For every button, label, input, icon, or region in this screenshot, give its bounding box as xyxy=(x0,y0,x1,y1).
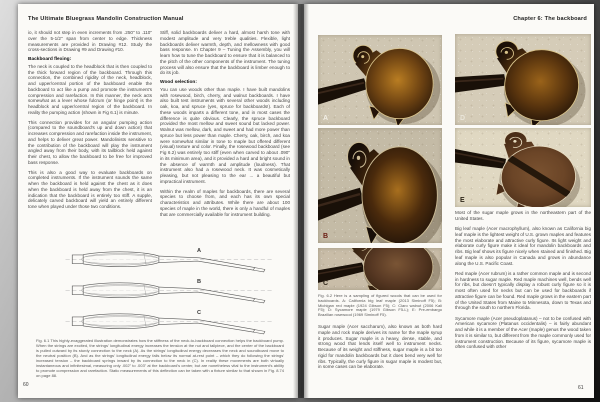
paragraph-thickness: io, it should not step in even increments from .250" to .110" over the 5-1/2" span from center to edge. Thickness measurements are provided in Drawing #12. Study the cross-sections in Drawing #9 and Drawing #10. xyxy=(28,30,152,53)
paragraph-red-maple: Red maple (Acer rubrum) is a rather common maple and is second in hardness to sugar maple. Red maple machines well, bends well for ribs, but doesn't typically display a robust curly figure so it is most often used for necks but can be used for backboards if attractive figure can be found. Red maple grows in the eastern part of the United States from Maine to Minnesota, down to Texas and through the south to northern Florida. xyxy=(455,270,591,311)
right-page-left-column xyxy=(318,324,442,375)
paragraph-neck-coupling: The neck is coupled to the headblock that is then coupled to the thick forward region of the backboard. Through this connection, the combined rigidity of the neck, headblock, and upper/central portion of the backboard enable the backboard to act like a pump and promote the instrument's compression and rarefaction. In this manner, the neck acts somewhat as a lever whose fulcrum (or hinge point) is the headblock and upper/central region of the backboard. In reality the pumping action (shown in Fig 6.1) is minute. xyxy=(28,63,152,115)
photo-label-e: E xyxy=(460,197,465,204)
cross-section-drawing-c-art xyxy=(63,309,275,335)
photo-red-maple-back xyxy=(318,128,442,243)
right-page-right-column xyxy=(455,210,591,355)
page-gutter-shadow xyxy=(293,4,309,398)
figure-6-2-caption: Fig. 6.2 Here is a sampling of figured woods that can be used for backboards. A: California big leaf maple (2013 Siminoff F5); B: Michigan red maple (1924 Gibson F5); C: Claro walnut (2006 Kali F5); D: Sycamore maple (1979 Gibson F5-L); E: Pre-embargo Brazilian rosewood (1969 Siminoff F5). xyxy=(318,293,442,318)
figure-6-1-caption: Fig. 6.1 This highly-exaggerated illustration demonstrates how the stiffness of the neck-to-backboard connection helps the backboard pump. When the strings are excited, the strings' longitudinal energy increases the tension at the nut and tailpiece, and the center of the backboard is pulled outward by its sturdy connection to the neck (A). As the strings' longitudinal energy decreases the neck and soundboard move to the neutral position (B). And as the strings' longitudinal energy falls below its normal at-rest point – which they do following the strings' increased tension – the backboard springs inward by its connection to the neck in (C). In reality these movements are both virtually instantaneous and infinitesimal, measuring only .002" to .003" at the backboard's center, but are nonetheless vital to the instrument's ability to promote compression and rarefaction. Static measurements of this deflection can be taken with a fixture similar to that shown in Fig. 8.74 on page 88. xyxy=(36,338,284,378)
mandolin-back-photo-d xyxy=(455,34,591,125)
right-page xyxy=(304,4,594,398)
mandolin-back-photo-c xyxy=(318,248,442,290)
left-column-1 xyxy=(28,30,152,221)
paragraph-other-woods: You can use woods other than maple. I have built mandolins with rosewood, birch, cherry, and walnut backboards. I have also built test instruments with several other woods including oak, koa, and spruce (yes, spruce for backboards!). Each of these woods imparts a different tone, and in most cases the difference is quite obvious. Clearly, the spruce backboard provided the most mellow and sweet sound but lacked power. Walnut was mellow, dark, and sweet and had more power than spruce but less power than maple. Cherry, oak, birch, and koa were somewhat similar in tone to maple but offered different (visual) texture and color. Finally, the rosewood backboard (see Fig 6.2) was entirely too stiff (even when carved to about .090" in its minimum area), and it provided a hard and bright sound in the absence of warmth and amplitude (loudness). That instrument also had a rosewood neck. It was cosmetically pleasing, but not pleasing to the ear ... a beautiful but impractical instrument. xyxy=(160,86,290,184)
cross-section-drawing-a-art xyxy=(63,247,275,273)
photo-brazilian-rosewood-back xyxy=(455,128,591,207)
heading-backboard-flexing: Backboard flexing: xyxy=(28,57,72,62)
paragraph-angular-pumping: This connection provides for an angular pumping action (compared to the soundboard's up and down action) that increases compression and rarefaction inside the instrument, and helps to deliver great power. Mandolinists sensitive to the contribution of the backboard will play the instrument angled away from their body, with its tailblock held against their chest, to allow the backboard to be free for improved bass response. xyxy=(28,119,152,165)
photo-label-c: C xyxy=(323,280,329,287)
photo-sycamore-maple-back xyxy=(455,34,591,125)
photo-claro-walnut-back xyxy=(318,248,442,290)
drawing-label-c: C xyxy=(197,310,202,316)
mandolin-back-photo-b xyxy=(318,128,442,243)
paragraph-evaluate-backboards: This is also a good way to evaluate backboards on completed instruments. If the instrument sounds the same when the backboard is held against the chest as it does when the backboard is held away from the chest, it is an indication that the backboard is entirely too stiff. A supple, delicately carved backboard will yield an entirely different tone when played under those two conditions. xyxy=(28,169,152,209)
cross-section-drawing-b xyxy=(63,278,275,304)
paragraph-stiff-backboards: Stiff, solid backboards deliver a hard, almost harsh tone with modest amplitude and very treble qualities. Flexible, light backboards deliver warmth, depth, and mellowness with good bass response. In Chapter 9 – Tuning the Assembly, you will learn how to tune the backboard to ensure that it is balanced to the pitch of the other components of the instrument. The tuning process will also ensure that the backboard is limber enough to do its job. xyxy=(160,30,290,76)
photo-label-d: D xyxy=(460,115,466,122)
drawing-label-b: B xyxy=(197,279,202,285)
left-running-header: The Ultimate Bluegrass Mandolin Construction Manual xyxy=(28,16,184,22)
heading-wood-selection: Wood selection: xyxy=(160,80,197,85)
photo-big-leaf-maple-back xyxy=(318,35,442,125)
cross-section-drawing-b-art xyxy=(63,278,275,304)
paragraph-big-leaf-maple: Big leaf maple (Acer macrophyllum), also known as California big leaf maple is the lightest weight of U.S. grown maples and features the most elaborate and attractive curly figure. Its light weight and elaborate curly figure make it ideal for mandolin backboards and ribs. Big leaf shows its figure nicely when stained and finished. Big leaf maple is also popular in Canada and grows in abundance along the U.S. Pacific Coast. xyxy=(455,226,591,266)
photo-label-b: B xyxy=(323,233,329,240)
left-page xyxy=(18,4,298,398)
left-page-columns xyxy=(28,30,290,221)
paragraph-sycamore-maple: Sycamore maple (Acer pseudoplatanus) – not to be confused with American sycamore (Platanus occidentalis) – is fairly abundant and while it is a member of the Acer (maple) genus the wood taken from it is similar to, but different from the maple commonly used for instrument construction. Because of its figure, sycamore maple is often confused with other xyxy=(455,315,591,350)
cross-section-drawing-c xyxy=(63,309,275,335)
page-number-60: 60 xyxy=(23,382,29,388)
left-column-2 xyxy=(160,30,290,221)
mandolin-back-photo-a xyxy=(318,35,442,125)
paragraph-sugar-maple: Sugar maple (Acer saccharum), also known as both hard maple and rock maple derives its name for the maple syrup it produces. Sugar maple is a heavy, dense, stable, and strong wood that lends itself well to instrument necks. Because of its weight and stiffness, sugar maple is a bit too rigid for mandolin backboards but it does bend very well for ribs. Typically, the curly figure in sugar maple is modest but, in some cases can be elaborate. xyxy=(318,324,442,370)
photo-label-a: A xyxy=(323,115,329,122)
cross-section-drawing-a xyxy=(63,247,275,273)
drawing-label-a: A xyxy=(197,248,202,254)
mandolin-back-photo-e xyxy=(455,128,591,207)
page-number-61: 61 xyxy=(578,385,584,391)
figure-6-1 xyxy=(63,247,275,337)
paragraph-sugar-maple-region: Most of the sugar maple grows in the northeastern part of the United States. xyxy=(455,210,591,221)
right-running-header: Chapter 6: The backboard xyxy=(513,16,587,22)
paragraph-maple-species: Within the realm of maples for backboards, there are several species to choose from, and each has its own special characteristics and attributes. While there are about 100 species of maple in the world, there is only a handful of maples that are commercially available for instrument building. xyxy=(160,188,290,217)
